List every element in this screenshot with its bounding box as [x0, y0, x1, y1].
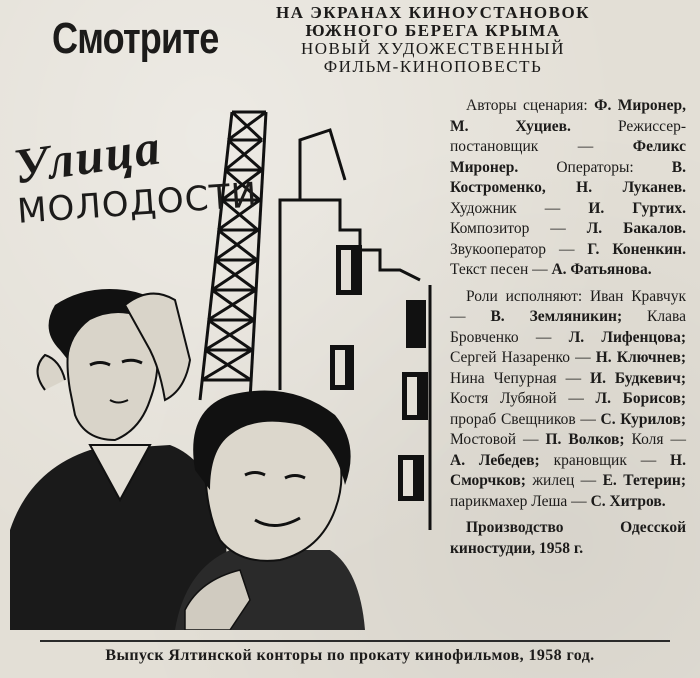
lyricist: А. Фатьянова. — [551, 261, 652, 278]
cast-actor: П. Волков; — [545, 431, 625, 448]
crew-paragraph — [450, 96, 686, 281]
film-title-main: МОЛОДОСТИ — [16, 175, 259, 232]
footer-rule — [40, 640, 670, 642]
cast-label: Роли исполняют: — [466, 287, 583, 305]
cast-actor: А. Лебедев; — [450, 451, 540, 469]
cast-role: жилец — — [525, 472, 603, 489]
operator-1: В. Костроменко, — [450, 158, 687, 196]
film-title-script: Улица — [10, 118, 166, 195]
cast-actor: Л. Борисов; — [595, 390, 686, 407]
writers: Ф. Миронер, М. Хуциев. — [450, 97, 686, 135]
lyrics-label: Текст песен — — [450, 261, 548, 278]
cast-role: парикмахер Леша — — [450, 492, 591, 510]
cast-role: Мостовой — — [450, 431, 546, 448]
cast-role: крановщик — — [539, 451, 671, 469]
cast-actor: Е. Тетерин; — [602, 472, 686, 489]
artist-label: Художник — — [450, 199, 561, 217]
header-line-3: НОВЫЙ ХУДОЖЕСТВЕННЫЙ — [300, 39, 565, 58]
cast-actor: С. Курилов; — [600, 410, 686, 428]
footer-note: Выпуск Ялтинской конторы по прокату кинофильмов, 1958 год. — [105, 647, 595, 664]
header-line-2: ЮЖНОГО БЕРЕГА КРЫМА — [305, 21, 561, 40]
cast-actor: И. Будкевич; — [590, 369, 687, 387]
cast-actor: С. Хитров. — [590, 492, 666, 510]
cast-paragraph — [450, 287, 686, 513]
cast-role: Клава Бровченко — — [450, 308, 686, 346]
cast-role: Костя Лубяной — — [450, 390, 596, 407]
cast-actor: Н. Сморчков; — [450, 451, 686, 489]
writers-label: Авторы сценария: — [466, 97, 588, 114]
watch-heading: Смотрите — [52, 14, 219, 63]
cast-role: прораб Свещников — — [450, 410, 601, 428]
cast-actor: В. Земляникин; — [490, 308, 623, 325]
header-line-1: НА ЭКРАНАХ КИНОУСТАНОВОК — [275, 3, 591, 22]
sound-engineer: Г. Коненкин. — [587, 240, 686, 258]
crane-tower — [200, 112, 266, 400]
header-line-4: ФИЛЬМ-КИНОПОВЕСТЬ — [323, 57, 543, 76]
sound-label: Звукооператор — — [450, 240, 575, 258]
composer-label: Композитор — — [450, 220, 566, 237]
credits-block — [450, 96, 686, 565]
production-text: Производство Одесской киностудии, 1958 г. — [450, 519, 686, 557]
director: Феликс Миронер. — [450, 138, 686, 176]
director-label: Режиссер-постановщик — — [450, 117, 686, 155]
cast-role: Коля — — [624, 431, 686, 448]
production-note — [450, 518, 686, 559]
cast-role: Иван Кравчук — — [450, 287, 686, 325]
cast-list — [450, 288, 686, 510]
cast-role: Нина Чепурная — — [450, 369, 591, 387]
composer: Л. Бакалов. — [586, 220, 686, 237]
cast-actor: Н. Ключнев; — [595, 349, 686, 366]
cast-role: Сергей Назаренко — — [450, 349, 596, 366]
operators-label: Операторы: — [556, 158, 634, 176]
artist: И. Гуртих. — [588, 199, 687, 217]
operator-2: Н. Луканев. — [576, 179, 686, 196]
cast-actor: Л. Лифенцова; — [568, 328, 686, 346]
header-lines — [258, 4, 608, 76]
